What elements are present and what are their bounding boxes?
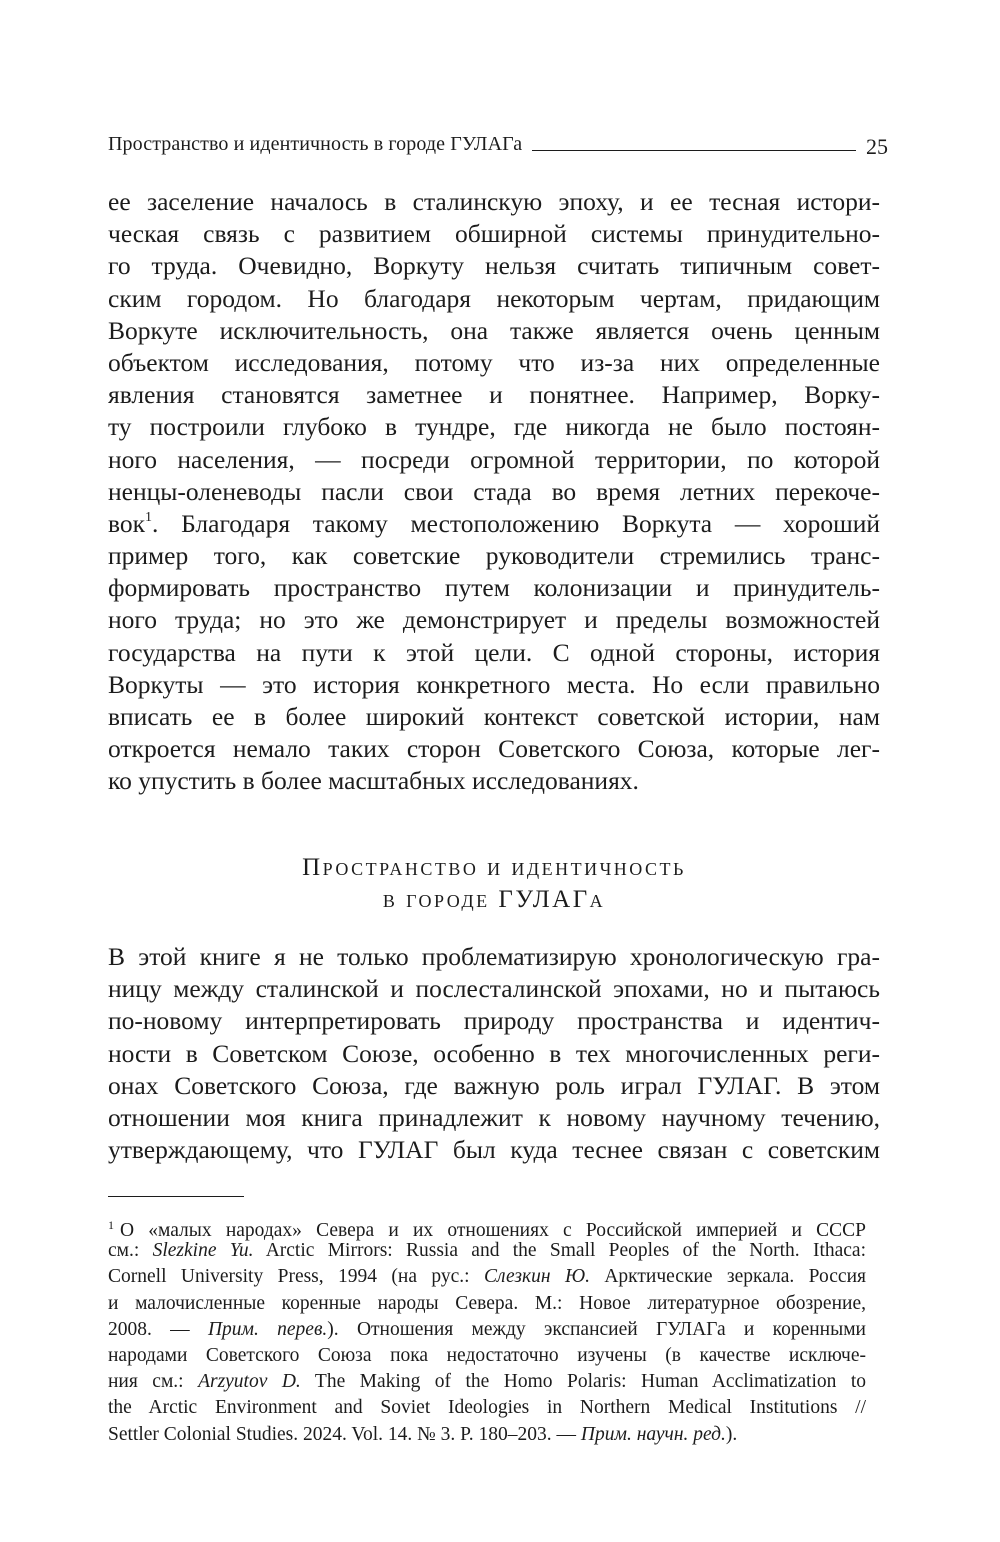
footnote-line <box>108 1422 866 1448</box>
footnote-text: ). Отношения между экспансией ГУЛАГа и коренными <box>327 1318 866 1340</box>
text-line: ее заселение началось в сталинскую эпоху, и ее тесная истори- <box>108 187 880 216</box>
text-line: государства на пути к этой цели. С одной стороны, история <box>108 637 880 667</box>
footnote-text: Арктические зеркала. Россия <box>589 1266 866 1288</box>
footnote-text: ). <box>725 1423 738 1445</box>
footnote-line <box>108 1317 866 1343</box>
footnote-line <box>108 1264 866 1290</box>
running-head-title: Пространство и идентичность в городе ГУЛАГа <box>108 133 523 155</box>
text-line: отношении моя книга принадлежит к новому научному течению, <box>108 1102 880 1132</box>
text-line: по-новому интерпретировать природу пространства и идентич- <box>108 1006 880 1036</box>
text-line-with-footnote-ref <box>108 508 880 540</box>
footnote-text: Arctic Mirrors: Russia and the Small Peoples of the North. Ithaca: <box>253 1240 866 1262</box>
section-heading <box>108 852 880 916</box>
footnote-line: народами Советского Союза пока недостаточно изучены (в качестве исключе- <box>108 1344 866 1366</box>
text-line: откроется немало таких сторон Советского Союза, которые лег- <box>108 734 880 764</box>
paragraph-1 <box>108 186 880 798</box>
text-fragment: . Благодаря такому местоположению Воркута — хороший <box>152 508 880 538</box>
footnote <box>108 1212 866 1448</box>
running-head-rule <box>532 150 856 151</box>
paragraph-2 <box>108 941 880 1166</box>
text-line: го труда. Очевидно, Воркуту нельзя считать типичным совет- <box>108 251 880 281</box>
footnote-line: и малочисленные коренные народы Севера. М.: Новое литературное обозрение, <box>108 1292 866 1314</box>
text-line: ненцы-оленеводы пасли свои стада во время летних перекоче- <box>108 476 880 506</box>
footnote-text: см.: <box>108 1240 153 1262</box>
text-line: ного труда; но это же демонстрирует и пределы возможностей <box>108 605 880 635</box>
footnote-line <box>108 1369 866 1395</box>
text-line: формировать пространство путем колонизации и принудитель- <box>108 573 880 603</box>
page-number: 25 <box>866 134 888 159</box>
text-line: онах Советского Союза, где важную роль играл ГУЛАГ. В этом <box>108 1070 880 1100</box>
footnote-note: Прим. научн. ред. <box>580 1423 726 1445</box>
footnote-author: Arzyutov D. <box>198 1371 301 1393</box>
text-line: В этой книге я не только проблематизирую хронологическую гра- <box>108 942 880 971</box>
text-line: ческая связь с развитием обширной системы принудительно- <box>108 219 880 249</box>
section-heading-line: Пространство и идентичность <box>302 854 686 881</box>
footnote-line <box>108 1212 866 1241</box>
footnote-text: 2008. — <box>108 1318 208 1340</box>
text-line: вписать ее в более широкий контекст советской истории, нам <box>108 702 880 731</box>
footnote-line <box>108 1238 866 1264</box>
footnote-text: ния см.: <box>108 1371 199 1393</box>
footnote-text: Cornell University Press, 1994 (на рус.: <box>108 1266 484 1288</box>
section-heading-line: в городе ГУЛАГа <box>382 886 606 913</box>
text-line: пример того, как советские руководители стремились транс- <box>108 541 880 571</box>
footnote-text: The Making of the Homo Polaris: Human Acclimatization to <box>300 1371 866 1393</box>
text-line: Воркуты — это история конкретного места. Но если правильно <box>108 669 880 699</box>
footnote-author: Slezkine Yu. <box>152 1240 254 1262</box>
footnote-text: Settler Colonial Studies. 2024. Vol. 14. № 3. P. 180–203. — <box>108 1423 581 1445</box>
text-line: ским городом. Но благодаря некоторым чертам, придающим <box>108 283 880 313</box>
footnote-text: О «малых народах» Севера и их отношениях с Российской империей и СССР <box>120 1220 866 1241</box>
footnote-separator <box>108 1196 244 1197</box>
text-line: ту построили глубоко в тундре, где никогда не было постоян- <box>108 412 880 442</box>
text-line: ницу между сталинской и послесталинской эпохами, но и пытаюсь <box>108 974 880 1004</box>
text-fragment: вок <box>108 508 146 538</box>
footnote-author: Слезкин Ю. <box>484 1266 590 1288</box>
text-line: ко упустить в более масштабных исследованиях. <box>108 766 639 796</box>
text-line: ного населения, — посреди огромной территории, по которой <box>108 444 880 474</box>
text-line: объектом исследования, потому что из-за них определенные <box>108 347 880 377</box>
text-line: утверждающему, что ГУЛАГ был куда теснее связан с советским <box>108 1135 880 1165</box>
footnote-number: 1 <box>108 1218 114 1232</box>
footnote-reference[interactable]: 1 <box>145 509 153 525</box>
text-line: ности в Советском Союзе, особенно в тех многочисленных реги- <box>108 1038 880 1068</box>
footnote-line: the Arctic Environment and Soviet Ideologies in Northern Medical Institutions // <box>108 1397 866 1419</box>
text-line: Воркуте исключительность, она также является очень ценным <box>108 315 880 345</box>
running-head <box>108 124 888 159</box>
text-line: явления становятся заметнее и понятнее. Например, Ворку- <box>108 380 880 410</box>
footnote-note: Прим. перев. <box>207 1318 328 1340</box>
